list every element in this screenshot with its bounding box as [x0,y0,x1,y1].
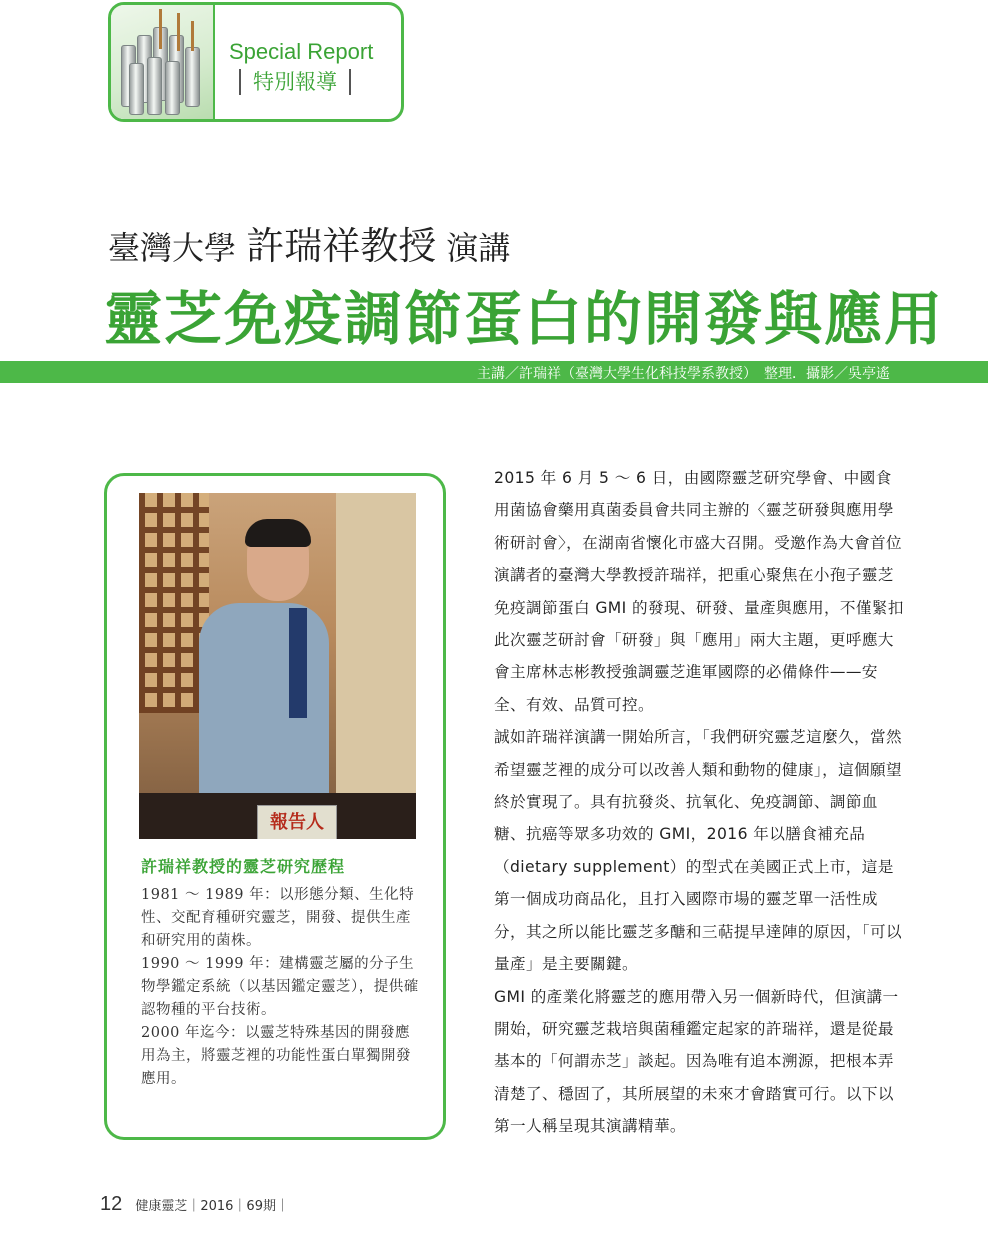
body-paragraph: GMI 的產業化將靈芝的應用帶入另一個新時代，但演講一開始，研究靈芝栽培與菌種鑑定起家的許瑞祥，還是從最基本的「何謂赤芝」談起。因為唯有追本溯源，把根本弄清楚了、穩固了，其所展望的未來才會踏實可行。以下以第一人稱呈現其演講精華。 [494,987,899,1136]
sidebar-entry: 1981 ～ 1989 年：以形態分類、生化特性、交配育種研究靈芝，開發、提供生產和研究用的菌株。 [141,887,415,949]
page-number: 12 [100,1193,123,1215]
speaker-photo [139,493,416,839]
sidebar-entry: 2000 年迄今：以靈芝特殊基因的開發應用為主，將靈芝裡的功能性蛋白單獨開發應用。 [141,1025,411,1087]
sidebar-title: 許瑞祥教授的靈芝研究歷程 [141,857,346,876]
test-tubes-icon [111,5,215,122]
section-header-box [108,2,404,122]
section-label-en: Special Report [229,39,374,64]
body-paragraph: 2015 年 6 月 5 ～ 6 日，由國際靈芝研究學會、中國食用菌協會藥用真菌委員會共同主辦的〈靈芝研發與應用學術研討會〉，在湖南省懷化市盛大召開。受邀作為大會首位演講者的臺灣大學教授許瑞祥，把重心聚焦在小孢子靈芝免疫調節蛋白 GMI 的發現、研發、量產與應用，不僅緊扣此次靈芝研討會「研發」與「應用」兩大主題，更呼應大會主席林志彬教授強調靈芝進軍國際的必備條件——安全、有效、品質可控。 [494,469,904,714]
article-body [494,462,906,1143]
section-label-zh: 特別報導 [239,69,351,95]
title-institution: 臺灣大學 [108,229,237,267]
title-speaker: 許瑞祥教授 [246,224,437,268]
body-paragraph: 誠如許瑞祥演講一開始所言，「我們研究靈芝這麼久，當然希望靈芝裡的成分可以改善人類和動物的健康」，這個願望終於實現了。具有抗發炎、抗氧化、免疫調節、調節血糖、抗癌等眾多功效的 GMI，2016 年以膳食補充品（dietary supplement）的型式在美國正式上市，這是第一個成功商品化，且打入國際市場的靈芝單一活性成分，其之所以能比靈芝多醣和三萜提早達陣的原因，「可以量產」是主要關鍵。 [494,728,903,974]
publication-info: 健康靈芝｜2016｜69期｜ [135,1199,289,1214]
page-footer [100,1193,289,1216]
photo-speaker-tie [289,608,307,718]
credit-text: 主講／許瑞祥（臺灣大學生化科技學系教授） 整理．攝影／吳亭遙 [477,366,890,382]
photo-wall [336,493,416,839]
title-subtitle [108,215,510,270]
credit-bar [0,361,988,383]
page-title: 靈芝免疫調節蛋白的開發與應用 [104,285,945,353]
sidebar-entries [141,884,421,1091]
photo-speaker-hair [245,519,311,547]
sidebar-box [104,473,446,1140]
title-event: 演講 [446,229,511,267]
sidebar-entry: 1990 ～ 1999 年：建構靈芝屬的分子生物學鑑定系統（以基因鑑定靈芝），提供確認物種的平台技術。 [141,956,419,1018]
photo-nameplate: 報告人 [257,805,337,839]
